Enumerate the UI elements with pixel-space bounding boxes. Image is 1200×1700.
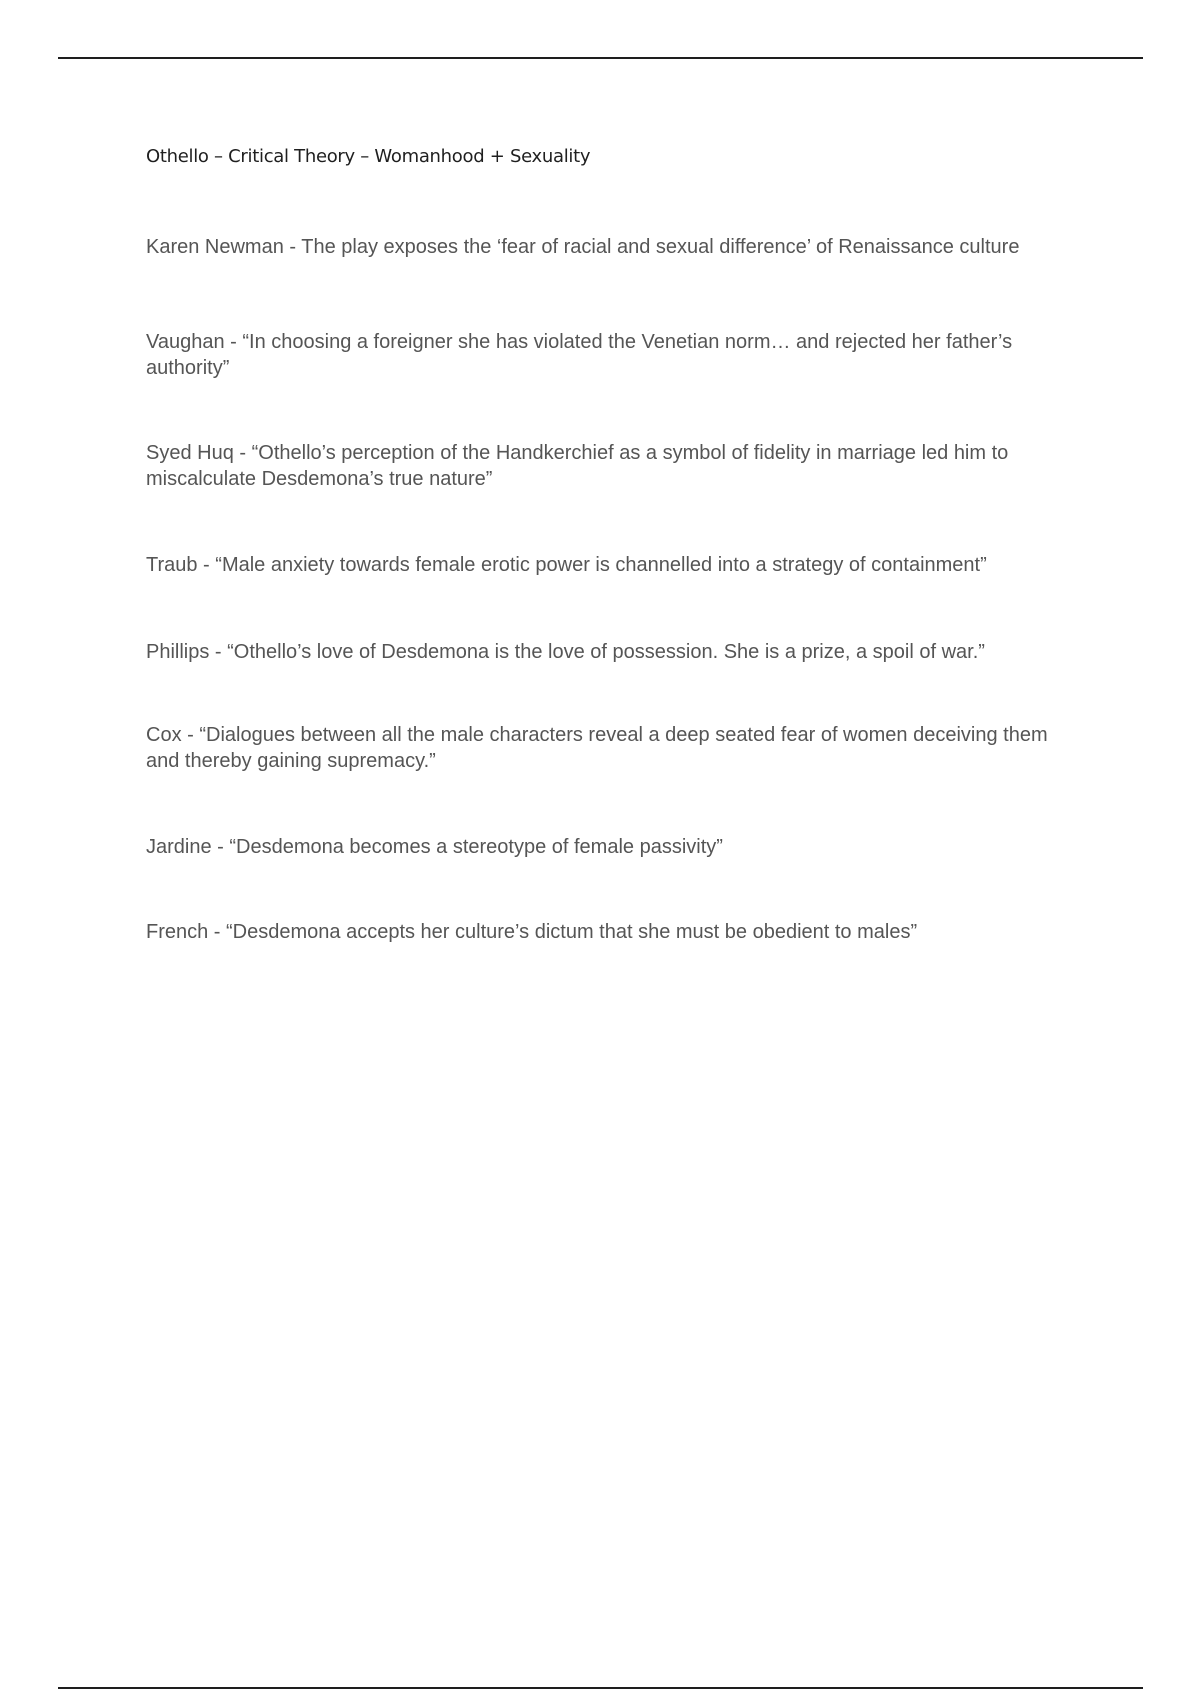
quote-jardine: Jardine - “Desdemona becomes a stereotype of female passivity” (146, 836, 723, 858)
quote-cox: Cox - “Dialogues between all the male characters reveal a deep seated fear of women deceiving them and thereby gaining supremacy.” (146, 724, 1048, 772)
quote-phillips: Phillips - “Othello’s love of Desdemona is the love of possession. She is a prize, a spoil of war.” (146, 641, 985, 663)
quote-french: French - “Desdemona accepts her culture’s dictum that she must be obedient to males” (146, 921, 918, 943)
quote-traub: Traub - “Male anxiety towards female erotic power is channelled into a strategy of containment” (146, 554, 987, 576)
quote-newman: Karen Newman - The play exposes the ‘fear of racial and sexual difference’ of Renaissance culture (146, 236, 1020, 258)
document-title: Othello – Critical Theory – Womanhood + Sexuality (146, 146, 591, 167)
quote-vaughan: Vaughan - “In choosing a foreigner she has violated the Venetian norm… and rejected her father’s authority” (146, 331, 1013, 379)
footer-rule (58, 1687, 1143, 1689)
quote-huq: Syed Huq - “Othello’s perception of the Handkerchief as a symbol of fidelity in marriage led him to miscalculate Desdemona’s true nature” (146, 442, 1009, 490)
header-rule (58, 57, 1143, 59)
